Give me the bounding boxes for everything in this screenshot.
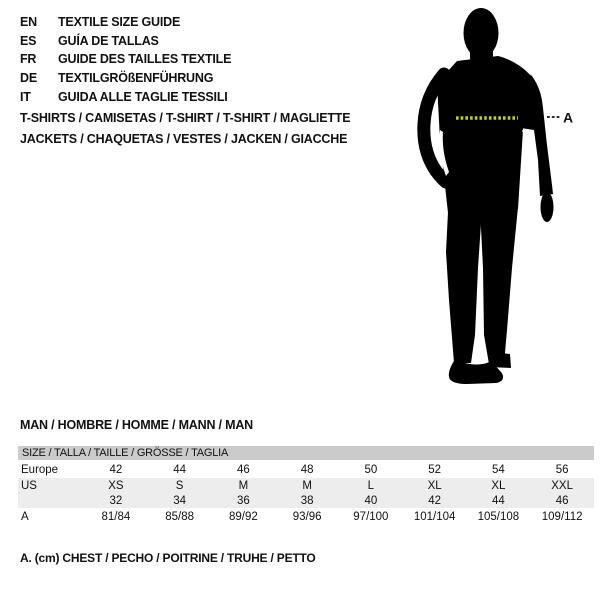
category-line-tshirts: T-SHIRTS / CAMISETAS / T-SHIRT / T-SHIRT / MAGLIETTE: [20, 111, 351, 125]
size-cell: M: [302, 479, 312, 492]
size-cell: 93/96: [292, 510, 322, 523]
size-cell: M: [238, 479, 249, 492]
language-label: GUIDA ALLE TAGLIE TESSILI: [58, 89, 228, 104]
size-cell: 56: [555, 463, 569, 476]
table-row-europe: [18, 461, 594, 478]
size-cell: XS: [108, 479, 124, 492]
language-code: EN: [20, 15, 37, 30]
language-code: IT: [20, 89, 31, 104]
size-cell: 97/100: [353, 510, 389, 523]
size-cell: 109/112: [541, 510, 583, 523]
table-row-us: [18, 478, 594, 493]
measure-label-a: A: [563, 109, 574, 126]
measurement-footnote: A. (cm) CHEST / PECHO / POITRINE / TRUHE / PETTO: [20, 551, 316, 565]
size-cell: 52: [428, 463, 442, 476]
language-row-es: [20, 32, 231, 51]
category-line-jackets: JACKETS / CHAQUETAS / VESTES / JACKEN / GIACCHE: [20, 131, 348, 146]
language-code: ES: [20, 33, 37, 48]
size-cell: 36: [236, 494, 250, 507]
size-cell: 85/88: [165, 510, 195, 523]
size-table-header: SIZE / TALLA / TAILLE / GRÖSSE / TAGLIA: [18, 446, 594, 460]
size-table: [18, 446, 594, 525]
size-cell: XXL: [551, 479, 573, 492]
size-cell: 44: [173, 463, 187, 476]
size-cell: 38: [300, 494, 314, 507]
language-label: TEXTILGRÖßENFÜHRUNG: [58, 71, 214, 86]
language-guide-list: [20, 13, 231, 106]
size-cell: 105/108: [477, 510, 520, 523]
size-cell: 32: [109, 494, 123, 507]
size-cell: 42: [428, 494, 442, 507]
size-cell: L: [367, 479, 375, 492]
size-cell: 40: [364, 494, 378, 507]
language-code: DE: [20, 71, 37, 86]
language-code: FR: [20, 52, 37, 67]
size-cell: 81/84: [101, 510, 131, 523]
size-cell: 42: [109, 463, 123, 476]
row-label: A: [21, 510, 29, 523]
man-silhouette-figure: [400, 0, 600, 420]
size-cell: XL: [427, 479, 442, 492]
garment-categories: [20, 108, 350, 149]
language-row-de: [20, 69, 231, 88]
size-cell: 89/92: [228, 510, 258, 523]
row-label: US: [21, 479, 37, 492]
size-cell: 46: [236, 463, 250, 476]
size-cell: 48: [300, 463, 314, 476]
size-cell: S: [175, 479, 184, 492]
size-cell: 101/104: [413, 510, 456, 523]
size-cell: 50: [364, 463, 378, 476]
size-cell: 34: [173, 494, 187, 507]
man-silhouette: [424, 8, 554, 384]
language-label: GUÍA DE TALLAS: [58, 33, 159, 48]
section-title-man: MAN / HOMBRE / HOMME / MANN / MAN: [20, 418, 253, 432]
table-row-us-numeric: [18, 493, 594, 508]
row-label: Europe: [21, 463, 59, 476]
size-cell: 44: [491, 494, 505, 507]
language-label: TEXTILE SIZE GUIDE: [58, 15, 181, 30]
size-cell: XL: [491, 479, 506, 492]
size-cell: 46: [555, 494, 569, 507]
language-label: GUIDE DES TAILLES TEXTILE: [58, 52, 232, 67]
size-cell: 54: [491, 463, 505, 476]
language-row-it: [20, 87, 231, 106]
language-row-en: [20, 13, 231, 32]
language-row-fr: [20, 50, 231, 69]
table-row-chest-cm: [18, 508, 594, 525]
